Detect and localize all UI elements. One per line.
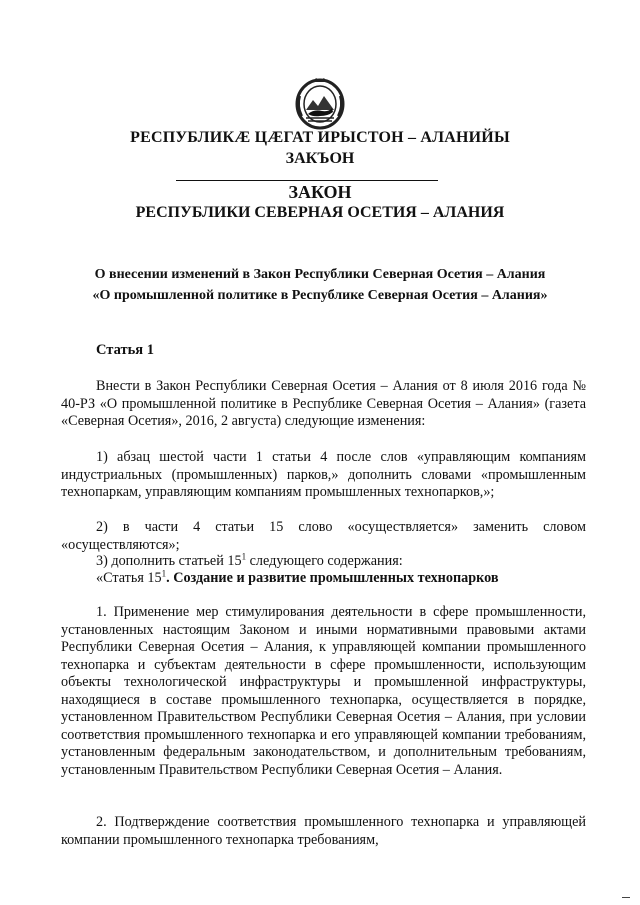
new-article-paragraph-2-text: 2. Подтверждение соответствия промышленного технопарка и управляющей компании промышленного технопарка требованиям, [61, 814, 586, 848]
item3-pre: 3) дополнить статьей 15 [96, 553, 242, 569]
amendment-item-1 [61, 449, 586, 502]
amendment-item-1-text: 1) абзац шестой части 1 статьи 4 после слов «управляющим компаниям индустриальных (промышленных) парков,» дополнить словами «промышленным технопаркам, управляющим компаниям промышленных технопарков,»; [61, 449, 586, 500]
header-russian-title: ЗАКОН [288, 182, 352, 202]
article-intro-text: Внести в Закон Республики Северная Осетия – Алания от 8 июля 2016 года № 40-РЗ «О промышленной политике в Республике Северная Осетия – Алания» (газета «Северная Осетия», 2016, 2 августа) следующие изменения: [61, 378, 586, 429]
header-ossetian-title: РЕСПУБЛИКӔ ЦӔГАТ ИРЫСТОН – АЛАНИЙЫ [130, 129, 510, 146]
header-divider [176, 180, 438, 181]
item3-post: следующего содержания: [246, 553, 403, 569]
amendment-item-2-text: 2) в части 4 статьи 15 слово «осуществляется» заменить словом «осуществляются»; [61, 519, 586, 553]
new-article-title: . Создание и развитие промышленных технопарков [166, 570, 499, 586]
amendment-item-2 [61, 519, 586, 554]
law-title-line1: О внесении изменений в Закон Республики Северная Осетия – Алания [94, 267, 546, 282]
amendment-item-3 [61, 553, 586, 571]
new-article-sup: 1 [161, 568, 167, 579]
header-russian-subtitle: РЕСПУБЛИКИ СЕВЕРНАЯ ОСЕТИЯ – АЛАНИЯ [135, 204, 505, 221]
article-heading: Статья 1 [96, 342, 154, 358]
new-article-heading [61, 570, 586, 588]
new-article-paragraph-1-text: 1. Применение мер стимулирования деятельности в сфере промышленности, установленных настоящим Законом и иными нормативными правовыми актами Республики Северная Осетия – Алания, к управляющей компании промышленного технопарка и субъектам деятельности в сфере промышленности, использующим объекты технологической инфраструктуры и промышленной инфраструктуры, находящиеся в составе промышленного технопарка, осуществляется в порядке, установленном Правительством Республики Северная Осетия – Алания, при условии соответствия промышленного технопарка и его управляющей компании требованиям, установленным федеральным законодательством, и дополнительным требованиям, установленным Правительством Республики Северная Осетия – Алания. [61, 604, 586, 778]
new-article-pre: «Статья 15 [96, 570, 162, 586]
header-ossetian-subtitle: ЗАКЪОН [285, 150, 355, 167]
item3-sup: 1 [241, 551, 247, 562]
new-article-paragraph-1 [61, 604, 586, 779]
article-intro [61, 378, 586, 431]
new-article-paragraph-2 [61, 814, 586, 849]
law-title-line2: «О промышленной политике в Республике Северная Осетия – Алания» [92, 288, 548, 303]
coat-of-arms-icon [294, 76, 346, 130]
page-corner-mark [622, 897, 630, 898]
new-article-heading-text [61, 570, 586, 588]
amendment-item-3-text [61, 553, 586, 571]
